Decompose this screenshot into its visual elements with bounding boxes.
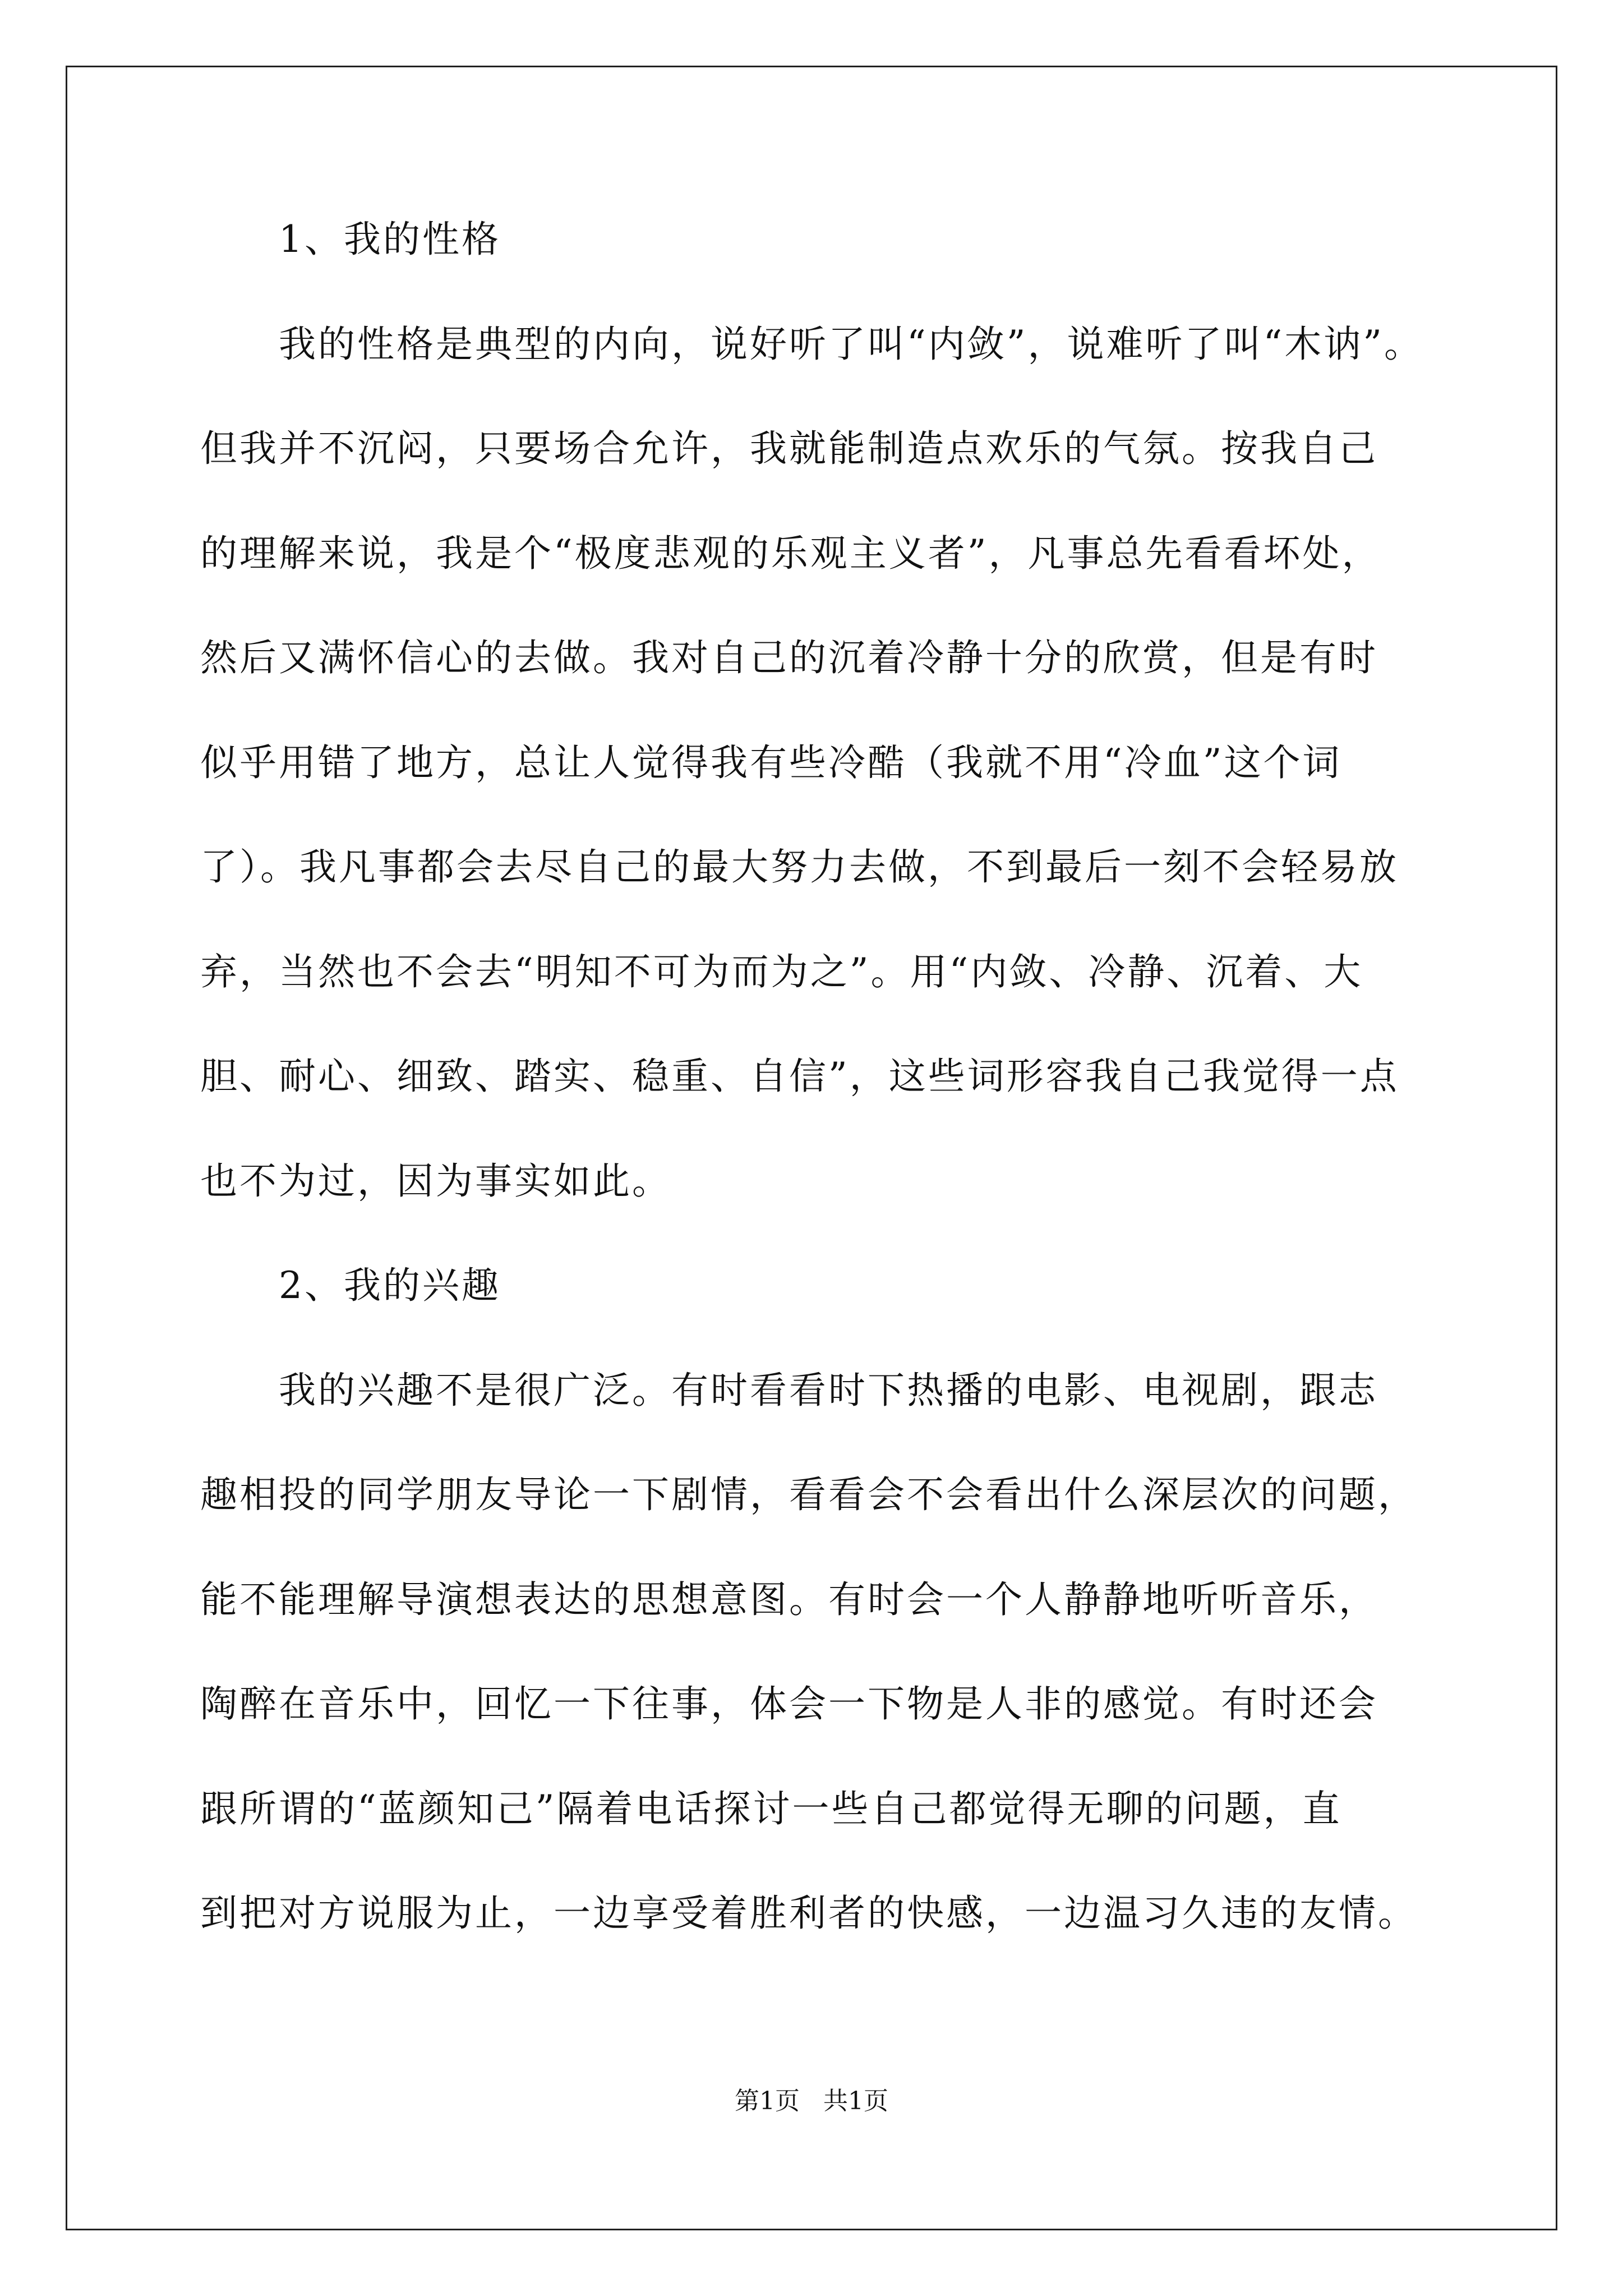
paragraph-line: 趣相投的同学朋友导论一下剧情，看看会不会看出什么深层次的问题，	[200, 1473, 1417, 1516]
paragraph-line: 但我并不沉闷，只要场合允许，我就能制造点欢乐的气氛。按我自己	[200, 427, 1378, 470]
paragraph-line: 能不能理解导演想表达的思想意图。有时会一个人静静地听听音乐，	[200, 1578, 1378, 1621]
paragraph-line: 胆、耐心、细致、踏实、稳重、自信”，这些词形容我自己我觉得一点	[200, 1055, 1399, 1098]
paragraph-line: 似乎用错了地方，总让人觉得我有些冷酷（我就不用“冷血”这个词	[200, 741, 1342, 784]
paragraph-line: 跟所谓的“蓝颜知己”隔着电话探讨一些自己都觉得无聊的问题，直	[200, 1787, 1342, 1830]
paragraph-line: 我的兴趣不是很广泛。有时看看时下热播的电影、电视剧，跟志	[279, 1369, 1378, 1412]
paragraph-line: 到把对方说服为止，一边享受着胜利者的快感，一边温习久违的友情。	[200, 1892, 1417, 1935]
page-footer: 第1页 共1页	[735, 2087, 888, 2115]
paragraph-line: 弃，当然也不会去“明知不可为而为之”。用“内敛、冷静、沉着、大	[200, 950, 1363, 993]
paragraph-line: 陶醉在音乐中，回忆一下往事，体会一下物是人非的感觉。有时还会	[200, 1682, 1378, 1726]
paragraph-line: 我的性格是典型的内向，说好听了叫“内敛”，说难听了叫“木讷”。	[279, 323, 1423, 366]
paragraph-line: 的理解来说，我是个“极度悲观的乐观主义者”，凡事总先看看坏处，	[200, 532, 1381, 575]
paragraph-line: 也不为过，因为事实如此。	[200, 1159, 671, 1203]
paragraph-line: 了）。我凡事都会去尽自己的最大努力去做，不到最后一刻不会轻易放	[200, 845, 1399, 889]
heading-personality: 1、我的性格	[279, 218, 501, 261]
heading-interests: 2、我的兴趣	[279, 1264, 501, 1307]
paragraph-line: 然后又满怀信心的去做。我对自己的沉着冷静十分的欣赏，但是有时	[200, 636, 1378, 679]
